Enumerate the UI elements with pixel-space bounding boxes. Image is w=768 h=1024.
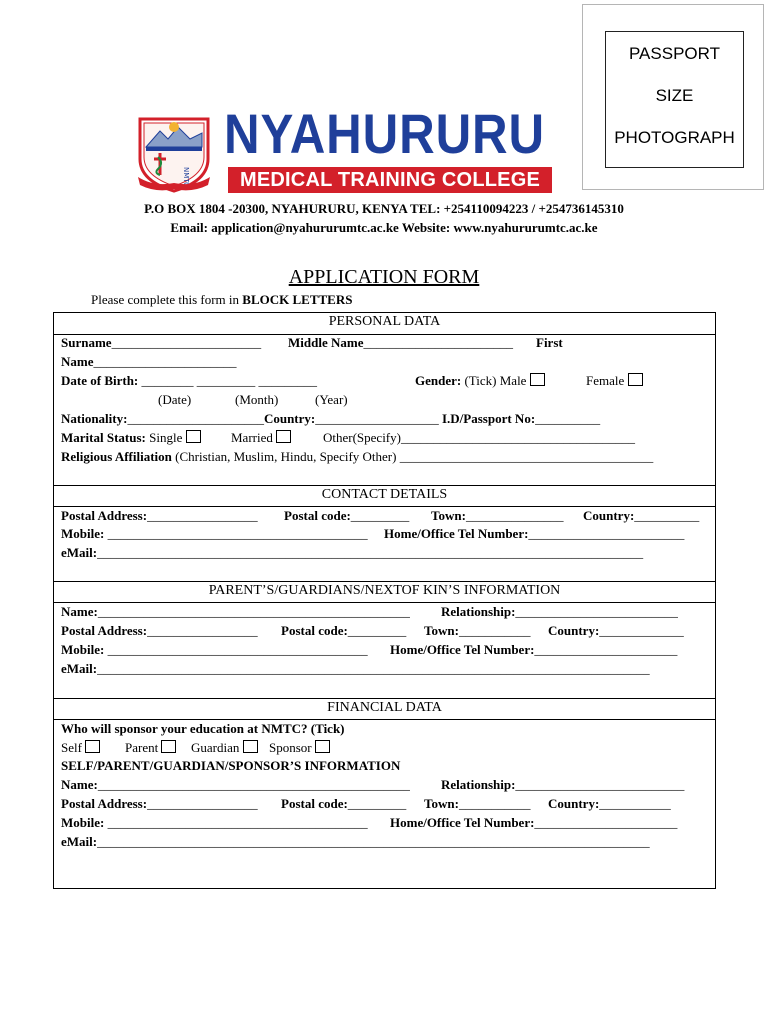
dob-label: Date of Birth: — [61, 373, 139, 388]
religion-options: (Christian, Muslim, Hindu, Specify Other) — [171, 449, 400, 464]
email-field[interactable]: _____________________________________________________________________________________ — [97, 661, 650, 676]
section-title-contact: CONTACT DETAILS — [321, 487, 448, 502]
nationality-row — [61, 411, 600, 427]
mobile-field[interactable]: ________________________________________ — [107, 526, 368, 541]
other-option — [323, 430, 635, 446]
female-option — [586, 373, 643, 389]
relationship-field[interactable]: _________________________ — [515, 604, 678, 619]
year-caption: (Year) — [315, 392, 348, 407]
relationship-label: Relationship: — [441, 604, 516, 619]
guardian-checkbox[interactable] — [243, 740, 258, 753]
postal-address-field[interactable]: _________________ — [147, 623, 258, 638]
relationship-label: Relationship: — [441, 777, 516, 792]
sponsor-mobile-row — [61, 815, 368, 831]
postal-code-label: Postal code: — [281, 623, 348, 638]
gender-tick-label: (Tick) Male — [461, 373, 530, 388]
mobile-label: Mobile: — [61, 526, 108, 541]
guardian-option — [191, 740, 258, 756]
surname-field[interactable]: _______________________ — [111, 335, 262, 350]
self-checkbox[interactable] — [85, 740, 100, 753]
male-checkbox[interactable] — [530, 373, 545, 386]
instruction-emphasis: BLOCK LETTERS — [242, 292, 353, 307]
sponsor-question: Who will sponsor your education at NMTC? (Tick) — [61, 721, 345, 736]
mobile-label: Mobile: — [61, 642, 108, 657]
relationship-field[interactable]: __________________________ — [515, 777, 685, 792]
email-label: eMail: — [61, 661, 98, 676]
parent-country — [548, 623, 684, 639]
contact-town — [431, 508, 563, 524]
postal-code-label: Postal code: — [284, 508, 351, 523]
single-label: Single — [145, 430, 186, 445]
divider — [54, 485, 715, 486]
female-label: Female — [586, 373, 625, 388]
postal-code-field[interactable]: _________ — [350, 508, 410, 523]
parent-postal-row — [61, 623, 258, 639]
passport-label-line3: PHOTOGRAPH — [614, 128, 735, 147]
mobile-label: Mobile: — [61, 815, 108, 830]
divider — [54, 602, 715, 603]
middle-name-field[interactable]: _______________________ — [363, 335, 513, 350]
postal-code-label: Postal code: — [281, 796, 348, 811]
college-crest-logo — [134, 113, 214, 193]
self-label: Self — [61, 740, 86, 755]
parent-postal-code — [281, 623, 406, 639]
parent-home-tel — [390, 642, 677, 658]
guardian-label: Guardian — [191, 740, 240, 755]
sponsor-postal-row — [61, 796, 258, 812]
postal-address-field[interactable]: _________________ — [147, 508, 258, 523]
email-label: eMail: — [61, 545, 98, 560]
section-title-financial: FINANCIAL DATA — [327, 700, 442, 715]
married-label: Married — [231, 430, 273, 445]
sponsor-postal-code — [281, 796, 406, 812]
college-name: NYAHURURU — [224, 102, 545, 165]
home-tel-label: Home/Office Tel Number: — [390, 815, 535, 830]
passport-label-line1: PASSPORT — [628, 44, 720, 63]
country-label: Country: — [583, 508, 635, 523]
parent-mobile-row — [61, 642, 368, 658]
instruction-text — [91, 292, 352, 308]
parent-checkbox[interactable] — [161, 740, 176, 753]
gender-row — [415, 373, 545, 389]
passport-label-line2: SIZE — [655, 86, 694, 105]
marital-status-row — [61, 430, 201, 446]
month-caption: (Month) — [235, 392, 279, 407]
divider — [54, 506, 715, 507]
country-field[interactable]: __________ — [634, 508, 700, 523]
first-name-field[interactable]: ______________________ — [93, 354, 237, 369]
application-form — [53, 312, 716, 889]
postal-address-field[interactable]: _________________ — [147, 796, 258, 811]
contact-postal-code — [284, 508, 409, 524]
contact-postal-row — [61, 508, 258, 524]
married-option — [231, 430, 291, 446]
divider — [54, 698, 715, 699]
home-tel-field[interactable]: ________________________ — [528, 526, 685, 541]
parent-relationship — [441, 604, 678, 620]
passport-photo-box — [582, 4, 764, 190]
sponsor-label: Sponsor — [269, 740, 312, 755]
name-label: Name — [61, 354, 94, 369]
dob-row — [61, 373, 317, 389]
address-line: P.O BOX 1804 -20300, NYAHURURU, KENYA TEL: +254110094223 / +254736145310 — [144, 201, 624, 216]
postal-code-field[interactable]: _________ — [347, 796, 407, 811]
section-title-parent: PARENT’S/GUARDIANS/NEXTOF KIN’S INFORMATION — [208, 583, 561, 598]
town-label: Town: — [424, 796, 459, 811]
date-caption: (Date) — [158, 392, 192, 407]
postal-address-label: Postal Address: — [61, 623, 148, 638]
sponsor-home-tel — [390, 815, 677, 831]
country-field[interactable]: _____________ — [599, 623, 684, 638]
sponsor-email-row — [61, 834, 650, 850]
postal-address-label: Postal Address: — [61, 508, 148, 523]
divider — [54, 581, 715, 582]
married-checkbox[interactable] — [276, 430, 291, 443]
mobile-field[interactable]: ________________________________________ — [107, 815, 368, 830]
college-subtitle: MEDICAL TRAINING COLLEGE — [228, 167, 552, 193]
id-passport-field[interactable]: __________ — [535, 411, 601, 426]
middle-name-row — [288, 335, 513, 351]
parent-name-field[interactable]: ________________________________________________ — [97, 604, 410, 619]
contact-line: Email: application@nyahururumtc.ac.ke Website: www.nyahururumtc.ac.ke — [170, 220, 598, 235]
middle-name-label: Middle Name — [288, 335, 364, 350]
home-tel-field[interactable]: ______________________ — [534, 815, 678, 830]
mobile-field[interactable]: ________________________________________ — [107, 642, 368, 657]
first-name-label: First — [536, 335, 563, 350]
id-passport-label: I.D/Passport No: — [441, 411, 536, 426]
surname-label: Surname — [61, 335, 112, 350]
sponsor-option — [269, 740, 330, 756]
town-label: Town: — [431, 508, 466, 523]
marital-status-label: Marital Status: — [61, 430, 146, 445]
other-label: Other(Specify) — [323, 430, 401, 445]
country-label: Country: — [263, 411, 316, 426]
home-tel-label: Home/Office Tel Number: — [384, 526, 529, 541]
home-tel-field[interactable]: ______________________ — [534, 642, 678, 657]
religion-field[interactable]: _______________________________________ — [399, 449, 654, 464]
email-field[interactable]: ____________________________________________________________________________________ — [97, 545, 644, 560]
sponsor-options-row — [61, 740, 100, 756]
female-checkbox[interactable] — [628, 373, 643, 386]
section-title-personal: PERSONAL DATA — [328, 314, 441, 329]
parent-option — [125, 740, 176, 756]
town-field[interactable]: _______________ — [465, 508, 564, 523]
nationality-label: Nationality: — [61, 411, 128, 426]
town-label: Town: — [424, 623, 459, 638]
sponsor-checkbox[interactable] — [315, 740, 330, 753]
sponsor-country — [548, 796, 671, 812]
contact-country — [583, 508, 699, 524]
email-label: eMail: — [61, 834, 98, 849]
name-label: Name: — [61, 777, 98, 792]
instruction-lead: Please complete this form in — [91, 292, 243, 307]
town-field[interactable]: ___________ — [458, 623, 531, 638]
single-checkbox[interactable] — [186, 430, 201, 443]
postal-code-field[interactable]: _________ — [347, 623, 407, 638]
sponsor-relationship — [441, 777, 684, 793]
parent-name-row — [61, 604, 410, 620]
contact-mobile-row — [61, 526, 368, 542]
crest-text: NMTC — [182, 167, 190, 188]
postal-address-label: Postal Address: — [61, 796, 148, 811]
contact-home-tel — [384, 526, 684, 542]
passport-photo-frame — [605, 31, 744, 168]
dob-field[interactable]: ________ _________ _________ — [141, 373, 318, 388]
parent-email-row — [61, 661, 650, 677]
gender-label: Gender: — [415, 373, 462, 388]
country-field[interactable]: ___________ — [599, 796, 671, 811]
sponsor-name-row — [61, 777, 410, 793]
country-label: Country: — [548, 623, 600, 638]
first-name-row — [61, 354, 237, 370]
parent-town — [424, 623, 530, 639]
parent-label: Parent — [125, 740, 159, 755]
country-label: Country: — [548, 796, 600, 811]
sponsor-info-title: SELF/PARENT/GUARDIAN/SPONSOR’S INFORMATION — [61, 758, 401, 773]
town-field[interactable]: ___________ — [458, 796, 531, 811]
contact-email-row — [61, 545, 643, 561]
religion-label: Religious Affiliation — [61, 449, 172, 464]
name-label: Name: — [61, 604, 98, 619]
other-field[interactable]: ____________________________________ — [400, 430, 635, 445]
nationality-field[interactable]: _____________________ — [127, 411, 264, 426]
surname-row — [61, 335, 261, 351]
email-field[interactable]: _____________________________________________________________________________________ — [97, 834, 650, 849]
sponsor-name-field[interactable]: ________________________________________________ — [97, 777, 410, 792]
divider — [54, 719, 715, 720]
religion-row — [61, 449, 653, 465]
sponsor-town — [424, 796, 530, 812]
form-title: APPLICATION FORM — [288, 266, 480, 288]
home-tel-label: Home/Office Tel Number: — [390, 642, 535, 657]
country-field[interactable]: ___________________ — [315, 411, 439, 426]
